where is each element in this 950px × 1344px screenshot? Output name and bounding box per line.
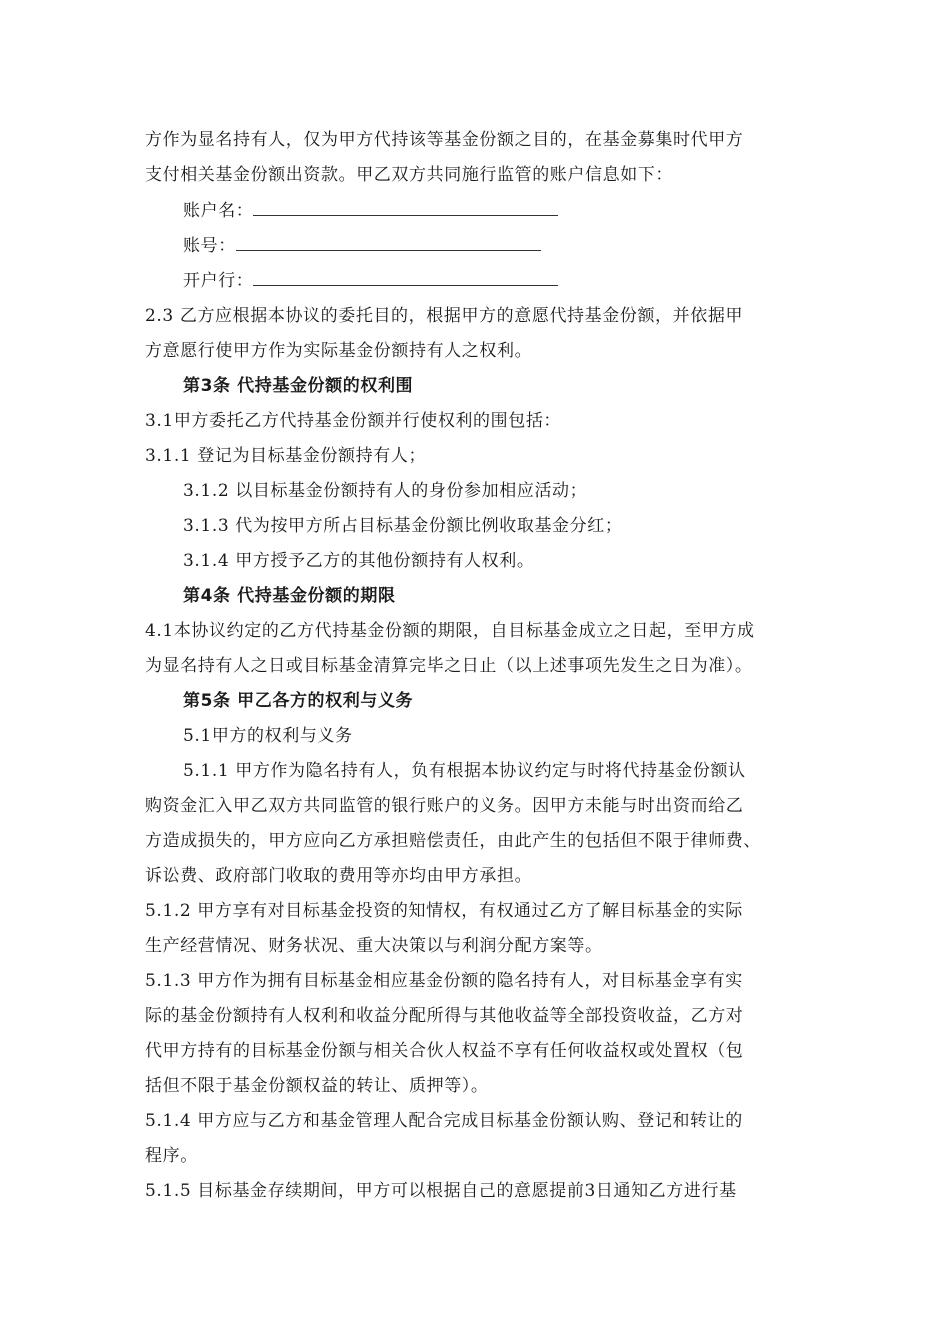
paragraph-line: 5.1.3 甲方作为拥有目标基金相应基金份额的隐名持有人，对目标基金享有实	[145, 971, 743, 991]
section-heading-3: 第3条 代持基金份额的权利围	[183, 376, 414, 396]
paragraph-line: 代甲方持有的目标基金份额与相关合伙人权益不享有任何收益权或处置权（包	[145, 1041, 744, 1061]
paragraph-line: 5.1.2 甲方享有对目标基金投资的知情权，有权通过乙方了解目标基金的实际	[145, 901, 743, 921]
account-name-label: 账户名：	[183, 201, 254, 221]
paragraph-line: 方作为显名持有人，仅为甲方代持该等基金份额之目的，在基金募集时代甲方	[145, 130, 744, 150]
account-number-label: 账号：	[183, 236, 236, 256]
clause-item: 3.1.3 代为按甲方所占目标基金份额比例收取基金分红；	[183, 516, 623, 536]
paragraph-line: 方造成损失的，甲方应向乙方承担赔偿责任，由此产生的包括但不限于律师费、	[145, 831, 761, 851]
bank-label: 开户行：	[183, 271, 254, 291]
section-heading-4: 第4条 代持基金份额的期限	[183, 586, 396, 606]
bank-blank	[253, 271, 558, 286]
paragraph-line: 际的基金份额持有人权利和收益分配所得与其他收益等全部投资收益，乙方对	[145, 1006, 744, 1026]
account-number-blank	[236, 236, 541, 251]
paragraph-line: 方意愿行使甲方作为实际基金份额持有人之权利。	[145, 341, 533, 361]
account-name-blank	[253, 201, 558, 216]
clause-item: 3.1.4 甲方授予乙方的其他份额持有人权利。	[183, 551, 535, 571]
clause-item: 3.1.1 登记为目标基金份额持有人；	[145, 446, 427, 466]
subsection-heading: 5.1甲方的权利与义务	[183, 726, 353, 746]
paragraph-line: 2.3 乙方应根据本协议的委托目的，根据甲方的意愿代持基金份额，并依据甲	[145, 306, 744, 326]
bank-field	[183, 269, 558, 293]
paragraph-line: 4.1本协议约定的乙方代持基金份额的期限，自目标基金成立之日起，至甲方成	[145, 621, 755, 641]
paragraph-line: 购资金汇入甲乙双方共同监管的银行账户的义务。因甲方未能与时出资而给乙	[145, 796, 744, 816]
clause-item: 3.1.2 以目标基金份额持有人的身份参加相应活动；	[183, 481, 588, 501]
account-name-field	[183, 199, 558, 223]
paragraph-line: 支付相关基金份额出资款。甲乙双方共同施行监管的账户信息如下：	[145, 165, 673, 185]
paragraph-line: 5.1.1 甲方作为隐名持有人，负有根据本协议约定与时将代持基金份额认	[183, 761, 746, 781]
paragraph-line: 程序。	[145, 1146, 198, 1166]
paragraph-line: 诉讼费、政府部门收取的费用等亦均由甲方承担。	[145, 866, 533, 886]
paragraph-line: 括但不限于基金份额权益的转让、质押等）。	[145, 1076, 489, 1096]
paragraph-line: 5.1.5 目标基金存续期间，甲方可以根据自己的意愿提前3日通知乙方进行基	[145, 1181, 737, 1201]
paragraph-line: 3.1甲方委托乙方代持基金份额并行使权利的围包括：	[145, 411, 562, 431]
paragraph-line: 为显名持有人之日或目标基金清算完毕之日止（以上述事项先发生之日为准）。	[145, 656, 753, 676]
paragraph-line: 生产经营情况、财务状况、重大决策以与利润分配方案等。	[145, 936, 603, 956]
paragraph-line: 5.1.4 甲方应与乙方和基金管理人配合完成目标基金份额认购、登记和转让的	[145, 1111, 743, 1131]
account-number-field	[183, 234, 541, 258]
section-heading-5: 第5条 甲乙各方的权利与义务	[183, 691, 414, 711]
